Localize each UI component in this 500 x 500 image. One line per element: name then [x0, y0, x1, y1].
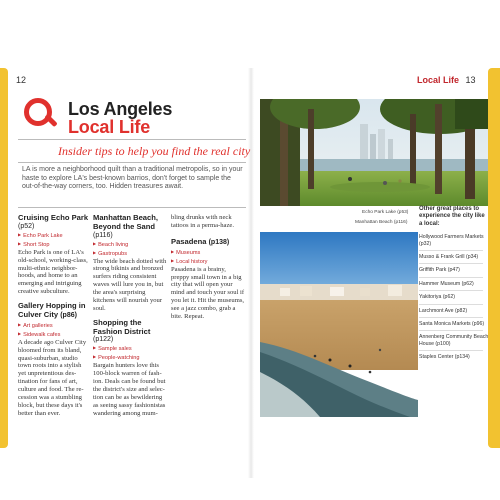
- sidebar-item-6: Larchmont Ave (p82): [419, 307, 468, 314]
- pasadena-body: Pasadena is a brainy, preppy small town in a big city that will open your mind and touch your soul if you let it. Hit the museums, see a jazz combo, grab a bite. Repeat.: [171, 265, 245, 321]
- left-chapter-tab: [0, 68, 8, 448]
- culver-city-body: A decade ago Culver City bloomed from its bland, quasi-suburban, studio town roots into a stylish yet unpretentious des-tination for fans of art, culture and food. The re-cession was a stumbling block, but these days it's better than ever.: [18, 338, 87, 417]
- manhattan-beach-title-line1: Manhattan Beach,: [93, 213, 158, 222]
- book-gutter: [248, 68, 254, 478]
- sidebar-item-5: Yakitoriya (p62): [419, 294, 455, 301]
- manhattan-caption: Manhattan Beach (p116): [355, 220, 408, 225]
- sidebar-item-3: Griffith Park (p47): [419, 267, 460, 274]
- manhattan-beach-ref: (p116): [93, 231, 113, 239]
- sidebar-divider: [419, 330, 483, 331]
- chapter-title-line1: Los Angeles: [68, 99, 173, 119]
- culver-city-tag-1: ▶ Art galleries: [18, 321, 90, 330]
- sidebar-title: Other great places to experience the city like a local:: [419, 206, 485, 227]
- culver-city-title-line2: [18, 311, 90, 321]
- fashion-district-ref: (p122): [93, 336, 114, 344]
- fashion-district-body: Bargain hunters love this 100-block warren of fash-ion. Deals can be found but the district's size and selec-tion can be as bewildering as seeing sassy fashionistas wandering among mum-: [93, 362, 166, 417]
- sidebar-item-1: Hollywood Farmers Markets (p32): [419, 234, 484, 247]
- fashion-district-tag-2: ▶ People-watching: [93, 353, 167, 362]
- echo-park-tag-2: ▶ Short Stop: [18, 240, 90, 249]
- sidebar-item-8: Annenberg Community Beach House (p100): [419, 334, 489, 347]
- fashion-district-title-line1: Shopping the: [93, 317, 142, 327]
- column-3: [171, 214, 245, 321]
- manhattan-beach-tag-2: ▶ Gastropubs: [93, 249, 167, 258]
- sidebar-item-4: Hammer Museum (p62): [419, 280, 474, 287]
- manhattan-beach-photo-art: [260, 232, 418, 417]
- echo-park-caption: Echo Park Lake (p53): [362, 210, 409, 215]
- divider-intro: [18, 207, 246, 208]
- pasadena-title: Pasadena: [171, 236, 207, 246]
- echo-park-body: Echo Park is one of LA's old-school, working-class, multi-ethnic neighbor-hoods, and home to an emerging and intriguing creative subculture.: [18, 248, 88, 296]
- tagline: Insider tips to help you find the real city: [58, 144, 251, 158]
- sidebar-item-9: Staples Center (p134): [419, 354, 470, 361]
- echo-park-photo-art: [260, 99, 488, 206]
- culver-city-ref: (p86): [60, 311, 77, 319]
- sidebar-other-places: [419, 206, 489, 426]
- column-1: [18, 214, 90, 418]
- manhattan-beach-title-line2: Beyond the Sand: [93, 221, 156, 231]
- echo-park-ref: (p52): [18, 222, 35, 230]
- pasadena-tag-2: ▶ Local history: [171, 257, 245, 266]
- divider-top: [18, 139, 246, 140]
- fashion-district-title-line2: Fashion District: [93, 326, 151, 336]
- sidebar-divider: [419, 277, 483, 278]
- echo-park-photo: [260, 99, 488, 206]
- sidebar-item-2: Musso & Frank Grill (p34): [419, 254, 479, 261]
- intro-paragraph: LA is more a neighborhood quilt than a traditional metropolis, so in your haste to explore LA's best-known barrios, don't forget to sample the out-of-the-way corners, too. Hidden treasures await.: [22, 166, 243, 191]
- right-chapter-tab: [488, 68, 500, 448]
- culver-city-tag-2: ▶ Sidewalk cafes: [18, 330, 90, 339]
- culver-city-title-text: Culver City: [18, 309, 59, 319]
- manhattan-beach-photo: [260, 232, 418, 417]
- chapter-title-line2: Local Life: [68, 117, 151, 137]
- manhattan-beach-tag-1: ▶ Beach living: [93, 240, 167, 249]
- pasadena-title-line: [171, 238, 245, 248]
- pasadena-ref: (p138): [208, 238, 230, 246]
- left-page-number: 12: [16, 75, 27, 85]
- echo-park-title: Cruising Echo Park: [18, 213, 89, 222]
- running-head: [417, 75, 476, 85]
- culver-city-title-line1: Gallery Hopping in: [18, 301, 86, 311]
- pasadena-tag-1: ▶ Museums: [171, 248, 245, 257]
- sidebar-item-7: Santa Monica Markets (p96): [419, 321, 485, 328]
- sidebar-divider: [419, 304, 483, 305]
- echo-park-tag-1: ▶ Echo Park Lake: [18, 231, 90, 240]
- sidebar-divider: [419, 290, 483, 291]
- column-2: [93, 214, 167, 418]
- sidebar-divider: [419, 350, 483, 351]
- sidebar-divider: [419, 317, 483, 318]
- right-page-number: 13: [465, 75, 476, 85]
- sidebar-divider: [419, 263, 483, 264]
- divider-middle: [18, 162, 246, 163]
- manhattan-beach-body: The wide beach dotted with strong bikinis and bronzed surfers riding consistent waves will lure you in, but the area's surprising kitchens will nourish your soul.: [93, 257, 167, 312]
- fashion-district-tag-1: ▶ Sample sales: [93, 344, 167, 353]
- running-head-title: Local Life: [417, 75, 460, 85]
- sidebar-divider: [419, 250, 483, 251]
- fashion-district-continued: bling drunks with neck tattoos in a perma-haze.: [171, 214, 234, 229]
